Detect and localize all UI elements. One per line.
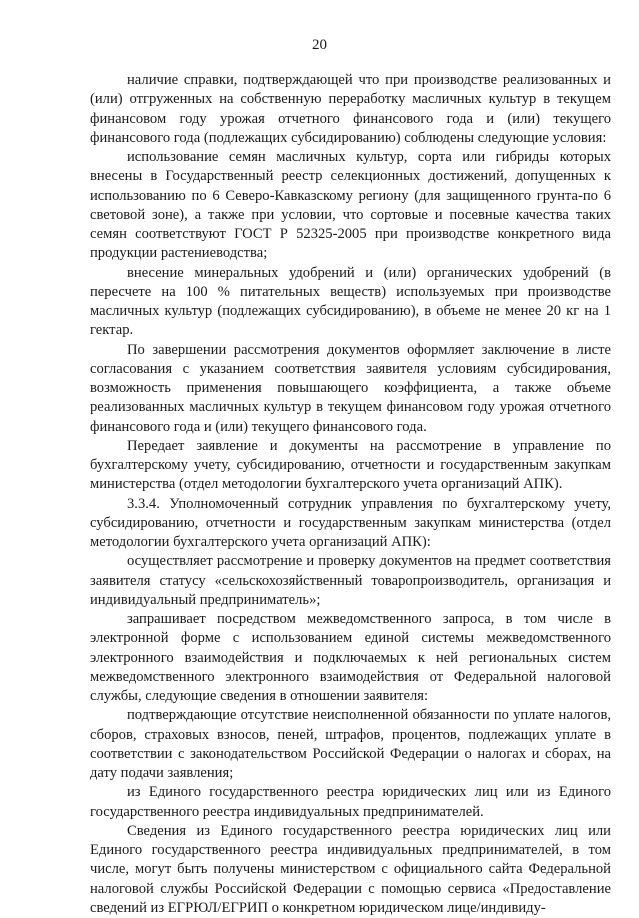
paragraph-registry-info: Сведения из Единого государственного реестра юридических лиц или Единого государственного реестра индивидуальных предпринимателей, в том числе, могут быть получены министерством с официального сайта Федеральной налоговой службы Российской Федерации с помощью сервиса «Предоставление сведений из ЕГРЮЛ/ЕГРИП о конкретном юридическом лице/индивиду-: [90, 822, 611, 916]
body-text: [90, 71, 611, 918]
paragraph-transfer-documents: Передает заявление и документы на рассмотрение в управление по бухгалтерскому учету, субсидированию, отчетности и государственным закупкам министерства (отдел методологии бухгалтерского учета организаций АПК).: [90, 437, 611, 493]
paragraph-seed-use: использование семян масличных культур, сорта или гибриды которых внесены в Государственный реестр селекционных достижений, допущенных к использованию по 6 Северо-Кавказскому региону (для защищенного грунта-по 6 световой зоне), а также при условии, что сортовые и посевные качества таких семян соответствуют ГОСТ Р 52325-2005 при производстве конкретного вида продукции растениеводства;: [90, 149, 611, 262]
paragraph-review-conclusion: По завершении рассмотрения документов оформляет заключение в листе согласования с указанием соответствия заявителя условиям субсидирования, возможность применения повышающего коэффициента, а также объеме реализованных масличных культур в текущем финансовом году урожая отчетного финансового года и (или) текущего финансового года.: [90, 341, 611, 435]
paragraph-fertilizer: внесение минеральных удобрений и (или) органических удобрений (в пересчете на 100 % питательных веществ) используемых при производстве масличных культур (подлежащих субсидированию), в объеме не менее 20 кг на 1 гектар.: [90, 264, 611, 339]
paragraph-interagency-request: запрашивает посредством межведомственного запроса, в том числе в электронной форме с использованием единой системы межведомственного электронного взаимодействия и подключаемых к ней региональных систем межведомственного электронного взаимодействия от Федеральной налоговой службы, следующие сведения в отношении заявителя:: [90, 611, 611, 704]
paragraph-tax-obligations: подтверждающие отсутствие неисполненной обязанности по уплате налогов, сборов, страховых взносов, пеней, штрафов, процентов, подлежащих уплате в соответствии с законодательством Российской Федерации о налогах и сборах, на дату подачи заявления;: [90, 707, 611, 781]
paragraph-certificate-conditions: наличие справки, подтверждающей что при производстве реализованных и (или) отгруженных на собственную переработку масличных культур в текущем финансовом году урожая отчетного финансового года и (или) текущего финансового года (подлежащих субсидированию) соблюдены следующие условия:: [90, 72, 611, 146]
paragraph-registry-extract: из Единого государственного реестра юридических лиц или из Единого государственного реестра индивидуальных предпринимателей.: [90, 784, 611, 820]
paragraph-section-3-3-4: 3.3.4. Уполномоченный сотрудник управления по бухгалтерскому учету, субсидированию, отчетности и государственным закупкам министерства (отдел методологии бухгалтерского учета организаций АПК):: [90, 495, 611, 550]
paragraph-status-check: осуществляет рассмотрение и проверку документов на предмет соответствия заявителя статусу «сельскохозяйственный товаропроизводитель, организация и индивидуальный предприниматель»;: [90, 553, 611, 608]
page-number: 20: [312, 37, 327, 53]
